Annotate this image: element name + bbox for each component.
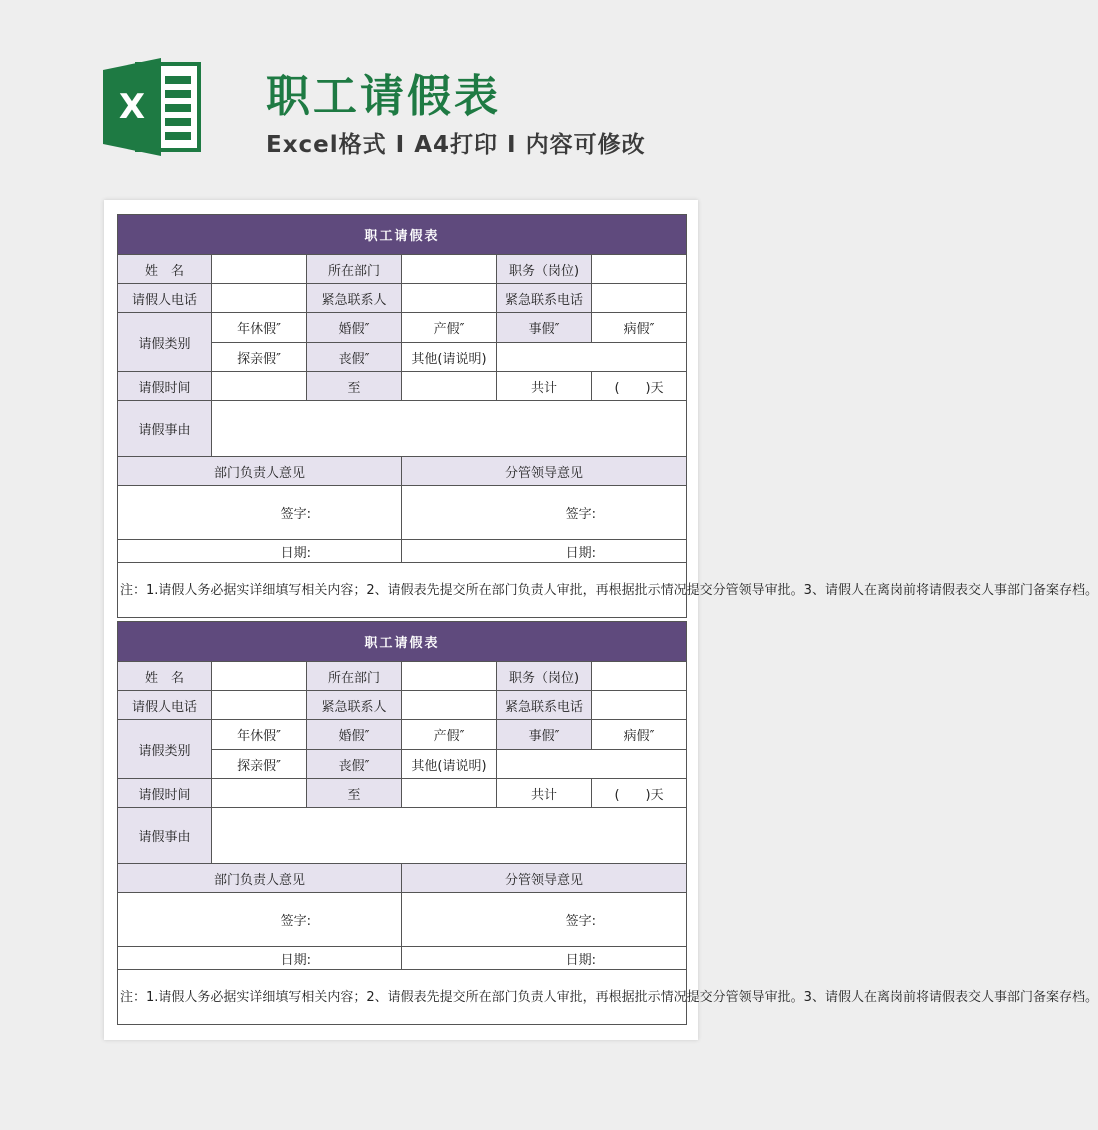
excel-icon [103, 58, 203, 156]
leave-form-2 [117, 621, 1098, 1025]
type-other[interactable]: 其他(请说明) [402, 750, 497, 779]
type-family-visit[interactable]: 探亲假″ [212, 750, 307, 779]
form-note: 注：1.请假人务必据实详细填写相关内容；2、请假表先提交所在部门负责人审批，再根据批示情况提交分管领导审批。3、请假人在离岗前将请假表交人事部门备案存档。 [118, 563, 687, 618]
type-bereavement[interactable]: 丧假″ [307, 343, 402, 372]
dept-date-label: 日期: [280, 952, 311, 968]
leader-date-cell[interactable] [402, 540, 687, 563]
type-other[interactable]: 其他(请说明) [402, 343, 497, 372]
days-field[interactable]: ( )天 [592, 779, 687, 808]
form-title: 职工请假表 [118, 215, 687, 255]
leave-form-table [117, 621, 1098, 1025]
emergency-contact-label: 紧急联系人 [307, 284, 402, 313]
type-personal[interactable]: 事假″ [497, 720, 592, 750]
dept-opinion-label: 部门负责人意见 [118, 864, 402, 893]
dept-sign-label: 签字: [280, 507, 311, 522]
phone-field[interactable] [212, 284, 307, 313]
time-end-field[interactable] [402, 779, 497, 808]
total-label: 共计 [497, 779, 592, 808]
dept-field[interactable] [402, 662, 497, 691]
position-label: 职务（岗位) [497, 662, 592, 691]
time-end-field[interactable] [402, 372, 497, 401]
excel-icon-letter: X [118, 87, 146, 127]
type-sick[interactable]: 病假″ [592, 720, 687, 750]
total-label: 共计 [497, 372, 592, 401]
emergency-contact-field[interactable] [402, 284, 497, 313]
leave-form-1 [117, 214, 1098, 618]
leave-type-label: 请假类别 [118, 720, 212, 779]
leave-type-label: 请假类别 [118, 313, 212, 372]
time-start-field[interactable] [212, 779, 307, 808]
type-sick[interactable]: 病假″ [592, 313, 687, 343]
phone-label: 请假人电话 [118, 691, 212, 720]
leader-opinion-box[interactable] [402, 486, 687, 540]
position-field[interactable] [592, 662, 687, 691]
leader-opinion-label: 分管领导意见 [402, 457, 687, 486]
leave-form-table [117, 214, 1098, 618]
days-field[interactable]: ( )天 [592, 372, 687, 401]
emergency-phone-field[interactable] [592, 284, 687, 313]
time-start-field[interactable] [212, 372, 307, 401]
form-note: 注：1.请假人务必据实详细填写相关内容；2、请假表先提交所在部门负责人审批，再根据批示情况提交分管领导审批。3、请假人在离岗前将请假表交人事部门备案存档。 [118, 970, 687, 1025]
page-subtitle: Excel格式 I A4打印 I 内容可修改 [266, 132, 646, 158]
reason-field[interactable] [212, 808, 687, 864]
type-family-visit[interactable]: 探亲假″ [212, 343, 307, 372]
dept-date-cell[interactable] [118, 540, 402, 563]
type-bereavement[interactable]: 丧假″ [307, 750, 402, 779]
type-personal[interactable]: 事假″ [497, 313, 592, 343]
leader-sign-label: 签字: [565, 507, 597, 522]
dept-opinion-box[interactable] [118, 486, 402, 540]
reason-label: 请假事由 [118, 808, 212, 864]
type-marriage[interactable]: 婚假″ [307, 720, 402, 750]
dept-date-label: 日期: [280, 545, 311, 561]
to-label: 至 [307, 372, 402, 401]
banner [0, 0, 800, 190]
leader-date-cell[interactable] [402, 947, 687, 970]
reason-label: 请假事由 [118, 401, 212, 457]
position-field[interactable] [592, 255, 687, 284]
type-annual[interactable]: 年休假″ [212, 720, 307, 750]
type-maternity[interactable]: 产假″ [402, 313, 497, 343]
page-title: 职工请假表 [266, 71, 501, 122]
dept-field[interactable] [402, 255, 497, 284]
leader-date-label: 日期: [565, 952, 597, 968]
time-label: 请假时间 [118, 372, 212, 401]
type-other-detail[interactable] [497, 750, 687, 779]
name-label: 姓 名 [118, 662, 212, 691]
time-label: 请假时间 [118, 779, 212, 808]
dept-sign-label: 签字: [280, 914, 311, 929]
leader-sign-label: 签字: [565, 914, 597, 929]
leader-opinion-box[interactable] [402, 893, 687, 947]
emergency-phone-label: 紧急联系电话 [497, 691, 592, 720]
dept-label: 所在部门 [307, 662, 402, 691]
to-label: 至 [307, 779, 402, 808]
dept-label: 所在部门 [307, 255, 402, 284]
dept-date-cell[interactable] [118, 947, 402, 970]
leader-date-label: 日期: [565, 545, 597, 561]
name-field[interactable] [212, 255, 307, 284]
type-marriage[interactable]: 婚假″ [307, 313, 402, 343]
reason-field[interactable] [212, 401, 687, 457]
dept-opinion-label: 部门负责人意见 [118, 457, 402, 486]
emergency-contact-field[interactable] [402, 691, 497, 720]
type-maternity[interactable]: 产假″ [402, 720, 497, 750]
form-title: 职工请假表 [118, 622, 687, 662]
emergency-contact-label: 紧急联系人 [307, 691, 402, 720]
emergency-phone-field[interactable] [592, 691, 687, 720]
leader-opinion-label: 分管领导意见 [402, 864, 687, 893]
name-field[interactable] [212, 662, 307, 691]
type-other-detail[interactable] [497, 343, 687, 372]
type-annual[interactable]: 年休假″ [212, 313, 307, 343]
phone-field[interactable] [212, 691, 307, 720]
dept-opinion-box[interactable] [118, 893, 402, 947]
name-label: 姓 名 [118, 255, 212, 284]
phone-label: 请假人电话 [118, 284, 212, 313]
position-label: 职务（岗位) [497, 255, 592, 284]
emergency-phone-label: 紧急联系电话 [497, 284, 592, 313]
